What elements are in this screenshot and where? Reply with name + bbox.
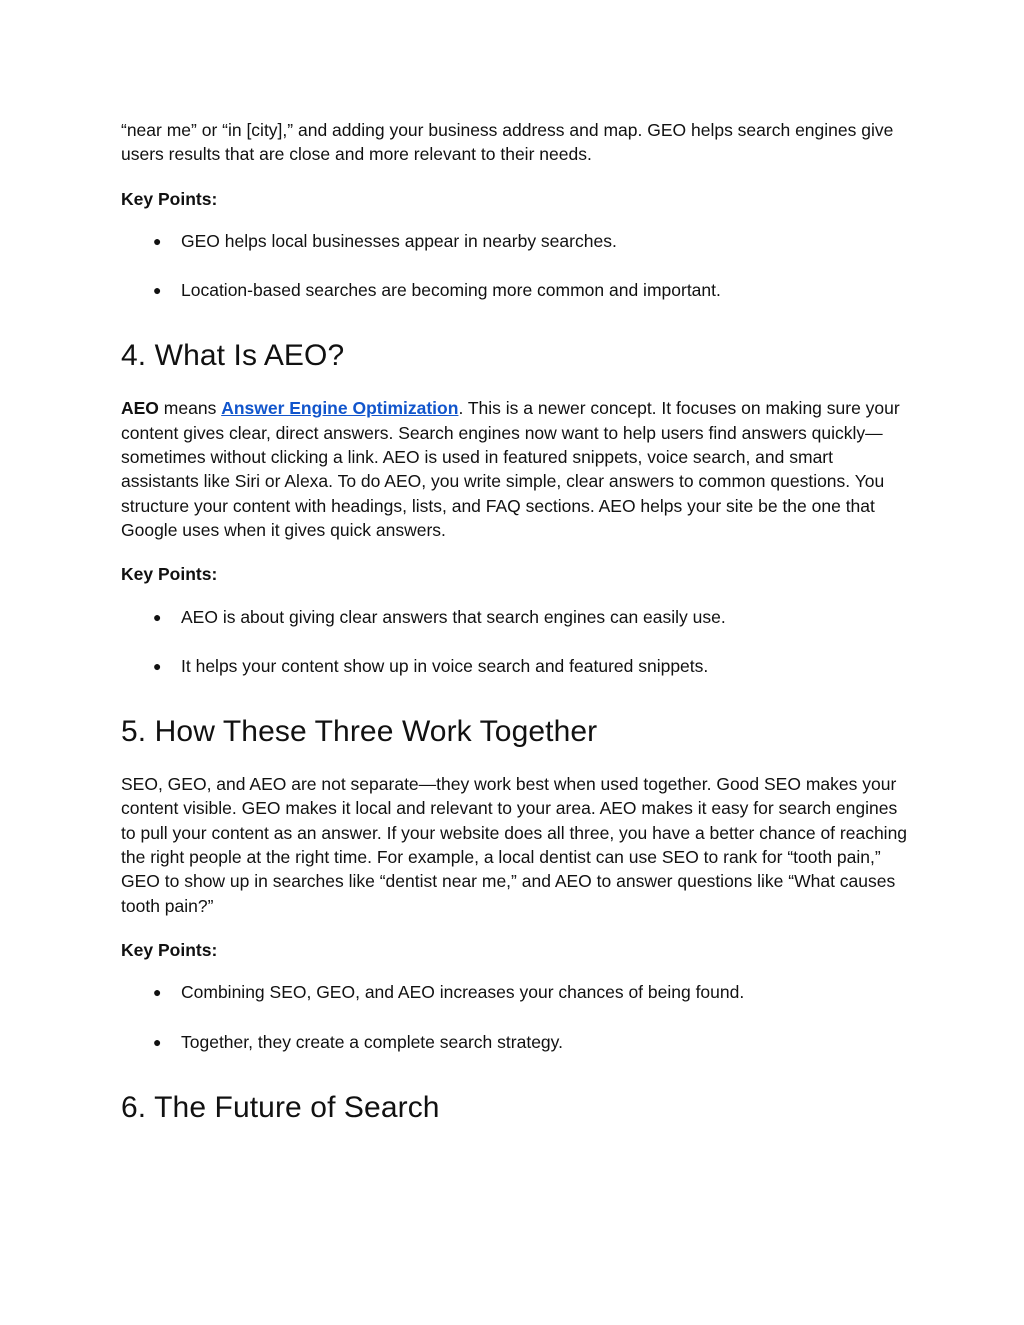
list-item xyxy=(121,229,911,253)
bullet-icon: ● xyxy=(153,232,162,249)
list-item-text: AEO is about giving clear answers that search engines can easily use. xyxy=(181,606,726,627)
answer-engine-optimization-link[interactable]: Answer Engine Optimization xyxy=(221,398,459,419)
key-points-label: Key Points: xyxy=(121,564,218,585)
geo-key-points-list xyxy=(121,229,911,303)
together-key-points-list xyxy=(121,980,911,1054)
together-paragraph: SEO, GEO, and AEO are not separate—they work best when used together. Good SEO makes your content visible. GEO makes it local and relevant to your area. AEO makes it easy for search engines to pull your content as an answer. If your website does all three, you have a better chance of reaching the right people at the right time. For example, a local dentist can use SEO to rank for “tooth pain,” GEO to show up in searches like “dentist near me,” and AEO to answer questions like “What causes tooth pain?” xyxy=(121,774,908,916)
list-item-text: It helps your content show up in voice search and featured snippets. xyxy=(181,655,709,676)
list-item xyxy=(121,278,911,302)
aeo-means-text: means xyxy=(158,398,222,419)
bullet-icon: ● xyxy=(153,608,162,625)
list-item-text: GEO helps local businesses appear in nearby searches. xyxy=(181,230,617,251)
bullet-icon: ● xyxy=(153,657,162,674)
list-item xyxy=(121,1030,911,1054)
bullet-icon: ● xyxy=(153,984,162,1001)
section-heading-future: 6. The Future of Search xyxy=(121,1090,440,1124)
section-heading-aeo: 4. What Is AEO? xyxy=(121,339,345,373)
key-points-label: Key Points: xyxy=(121,188,218,209)
list-item-text: Combining SEO, GEO, and AEO increases your chances of being found. xyxy=(181,982,745,1003)
list-item-text: Together, they create a complete search strategy. xyxy=(181,1031,563,1052)
aeo-paragraph xyxy=(121,396,911,542)
key-points-label: Key Points: xyxy=(121,939,218,960)
bullet-icon: ● xyxy=(153,1033,162,1050)
list-item xyxy=(121,605,911,629)
document-page xyxy=(121,118,911,1148)
list-item-text: Location-based searches are becoming more common and important. xyxy=(181,280,721,301)
intro-paragraph: “near me” or “in [city],” and adding your business address and map. GEO helps search engines give users results that are close and more relevant to their needs. xyxy=(121,120,894,165)
list-item xyxy=(121,654,911,678)
aeo-body-text: . This is a newer concept. It focuses on making sure your content gives clear, direct answers. Search engines now want to help users find answers quickly—sometimes without clicking a link. AEO is used in featured snippets, voice search, and smart assistants like Siri or Alexa. To do AEO, you write simple, clear answers to common questions. You structure your content with headings, lists, and FAQ sections. AEO helps your site be the one that Google uses when it gives quick answers. xyxy=(121,398,900,540)
aeo-term: AEO xyxy=(121,398,159,419)
bullet-icon: ● xyxy=(153,282,162,299)
aeo-key-points-list xyxy=(121,605,911,679)
section-heading-together: 5. How These Three Work Together xyxy=(121,715,598,749)
list-item xyxy=(121,980,911,1004)
